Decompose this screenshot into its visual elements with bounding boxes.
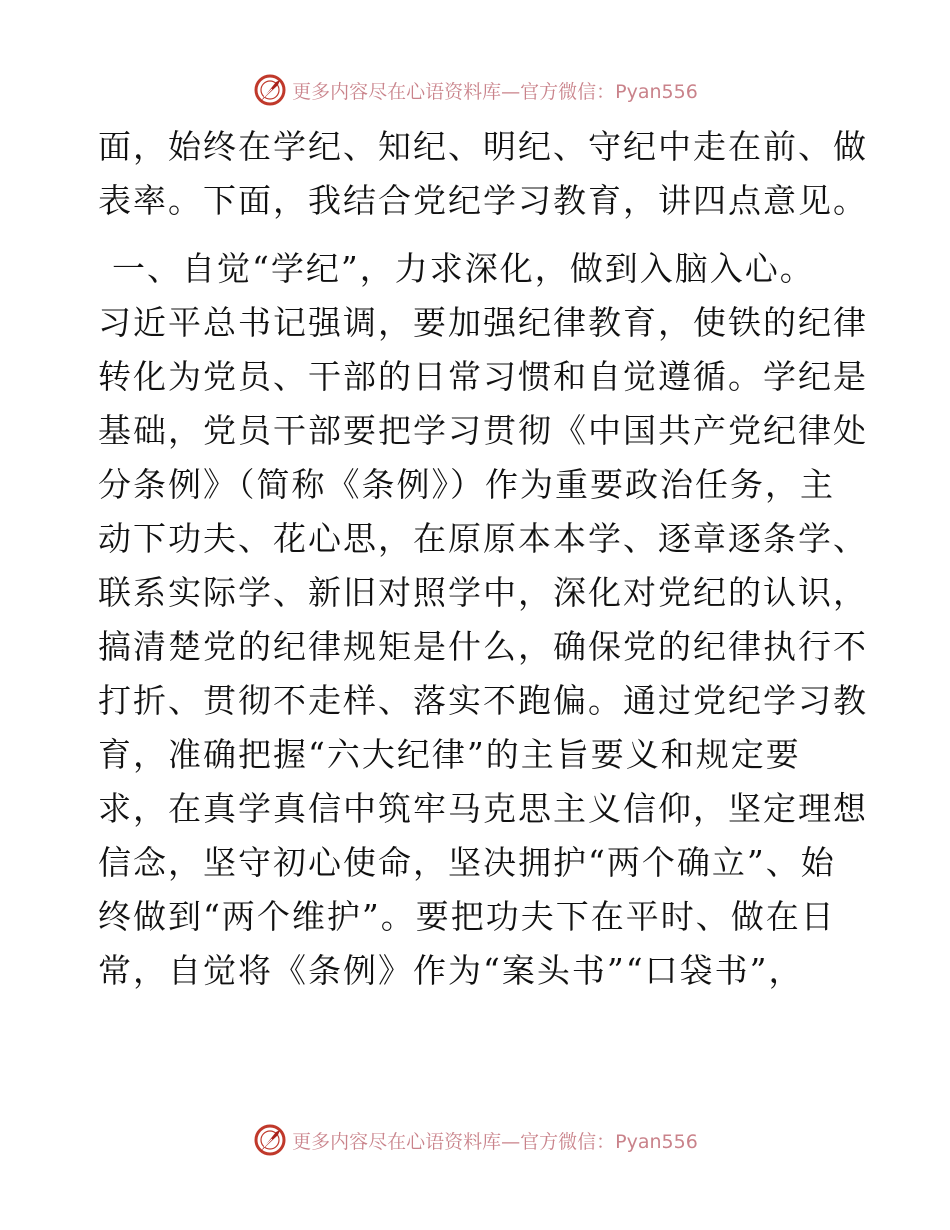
intro-line-2: 表率。下面，我结合党纪学习教育，讲四点意见。 bbox=[98, 181, 868, 220]
banner-label: 更多内容尽在心语资料库—官方微信： bbox=[292, 80, 616, 103]
body-line-1: 习近平总书记强调，要加强纪律教育，使铁的纪律 bbox=[98, 303, 868, 342]
banner-text bbox=[292, 77, 698, 104]
body-line-6: 联系实际学、新旧对照学中，深化对党纪的认识， bbox=[98, 573, 868, 612]
body-line-8: 打折、贯彻不走样、落实不跑偏。通过党纪学习教 bbox=[98, 681, 868, 720]
body-line-5: 动下功夫、花心思，在原原本本学、逐章逐条学、 bbox=[98, 519, 868, 558]
document-body bbox=[98, 120, 868, 998]
intro-line-1: 面，始终在学纪、知纪、明纪、守纪中走在前、做 bbox=[98, 127, 868, 166]
quill-logo-icon bbox=[252, 1122, 288, 1158]
banner-text bbox=[292, 1127, 698, 1154]
wechat-id: Pyan556 bbox=[615, 80, 698, 103]
body-line-10: 求，在真学真信中筑牢马克思主义信仰，坚定理想 bbox=[98, 789, 868, 828]
body-line-11: 信念，坚守初心使命，坚决拥护“两个确立”、始 bbox=[98, 843, 836, 882]
body-line-12: 终做到“两个维护”。要把功夫下在平时、做在日 bbox=[98, 897, 836, 936]
body-line-2: 转化为党员、干部的日常习惯和自觉遵循。学纪是 bbox=[98, 357, 868, 396]
quill-logo-icon bbox=[252, 72, 288, 108]
footer-banner bbox=[0, 1120, 950, 1160]
body-line-9: 育，准确把握“六大纪律”的主旨要义和规定要 bbox=[98, 735, 801, 774]
body-line-3: 基础，党员干部要把学习贯彻《中国共产党纪律处 bbox=[98, 411, 868, 450]
body-line-7: 搞清楚党的纪律规矩是什么，确保党的纪律执行不 bbox=[98, 627, 868, 666]
header-banner bbox=[0, 70, 950, 110]
body-line-13: 常，自觉将《条例》作为“案头书”“口袋书”， bbox=[98, 951, 804, 990]
body-line-4: 分条例》（简称《条例》）作为重要政治任务，主 bbox=[98, 465, 835, 504]
section-heading: 一、自觉“学纪”，力求深化，做到入脑入心。 bbox=[112, 249, 815, 288]
wechat-id: Pyan556 bbox=[615, 1130, 698, 1153]
banner-label: 更多内容尽在心语资料库—官方微信： bbox=[292, 1130, 616, 1153]
